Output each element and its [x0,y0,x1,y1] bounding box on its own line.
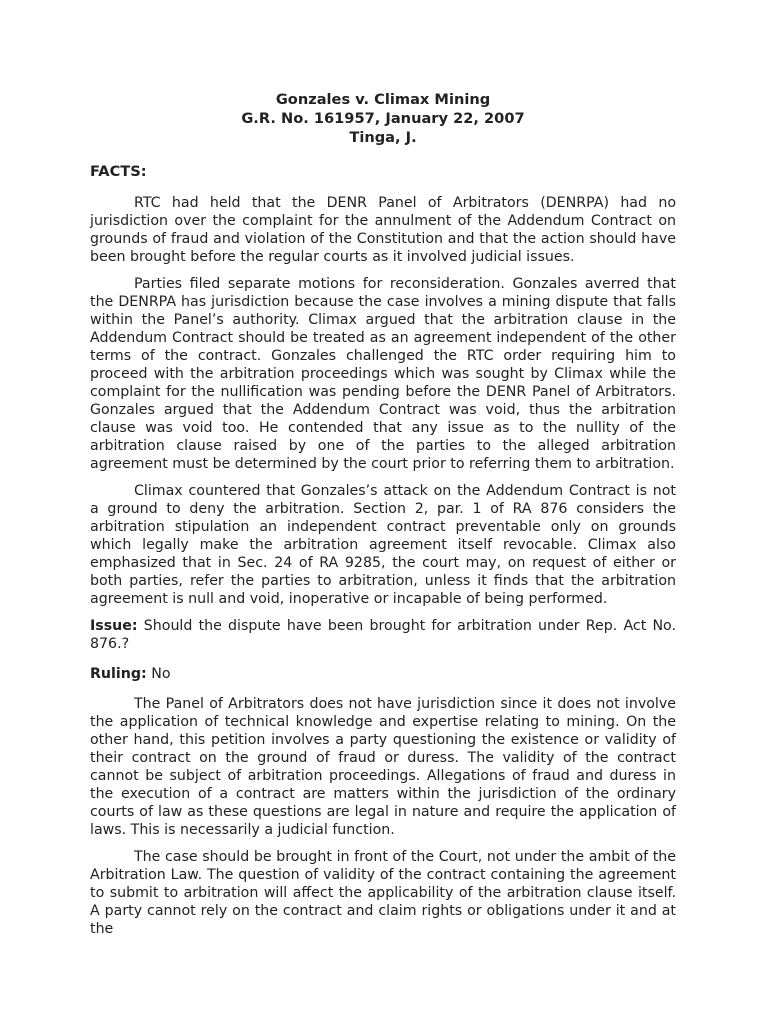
ruling-paragraph-1: The Panel of Arbitrators does not have jurisdiction since it does not involve the application of technical knowledge and expertise relating to mining. On the other hand, this petition involves a party questioning the existence or validity of their contract on the ground of fraud or duress. The validity of the contract cannot be subject of arbitration proceedings. Allegations of fraud and duress in the execution of a contract are matters within the jurisdiction of the ordinary courts of law as these questions are legal in nature and require the application of laws. This is necessarily a judicial function. [90,696,676,838]
ruling-answer: No [151,666,171,682]
facts-paragraph-1: RTC had held that the DENR Panel of Arbitrators (DENRPA) had no jurisdiction over the complaint for the annulment of the Addendum Contract on grounds of fraud and violation of the Constitution and that the action should have been brought before the regular courts as it involved judicial issues. [90,195,676,265]
ponente: Tinga, J. [349,129,417,146]
issue-text: Should the dispute have been brought for arbitration under Rep. Act No. 876.? [90,618,676,652]
facts-heading: FACTS: [90,163,147,180]
document-page [90,90,676,947]
facts-paragraph-2: Parties filed separate motions for reconsideration. Gonzales averred that the DENRPA has jurisdiction because the case involves a mining dispute that falls within the Panel’s authority. Climax argued that the arbitration clause in the Addendum Contract should be treated as an agreement independent of the other terms of the contract. Gonzales challenged the RTC order requiring him to proceed with the arbitration proceedings which was sought by Climax while the complaint for the nullification was pending before the DENR Panel of Arbitrators. Gonzales argued that the Addendum Contract was void, thus the arbitration clause was void too. He contended that any issue as to the nullity of the arbitration clause raised by one of the parties to the alleged arbitration agreement must be determined by the court prior to referring them to arbitration. [90,276,676,472]
issue-label: Issue: [90,618,138,634]
facts-paragraph-3: Climax countered that Gonzales’s attack on the Addendum Contract is not a ground to deny the arbitration. Section 2, par. 1 of RA 876 considers the arbitration stipulation an independent contract preventable only on grounds which legally make the arbitration agreement itself revocable. Climax also emphasized that in Sec. 24 of RA 9285, the court may, on request of either or both parties, refer the parties to arbitration, unless it finds that the arbitration agreement is null and void, inoperative or incapable of being performed. [90,483,676,607]
case-number: G.R. No. 161957, January 22, 2007 [241,110,525,127]
issue-section [90,617,676,653]
case-title: Gonzales v. Climax Mining [275,91,491,108]
ruling-label: Ruling: [90,666,147,682]
ruling-section [90,665,676,683]
case-header [90,90,676,147]
ruling-paragraph-2: The case should be brought in front of the Court, not under the ambit of the Arbitration Law. The question of validity of the contract containing the agreement to submit to arbitration will affect the applicability of the arbitration clause itself. A party cannot rely on the contract and claim rights or obligations under it and at the [90,849,676,937]
